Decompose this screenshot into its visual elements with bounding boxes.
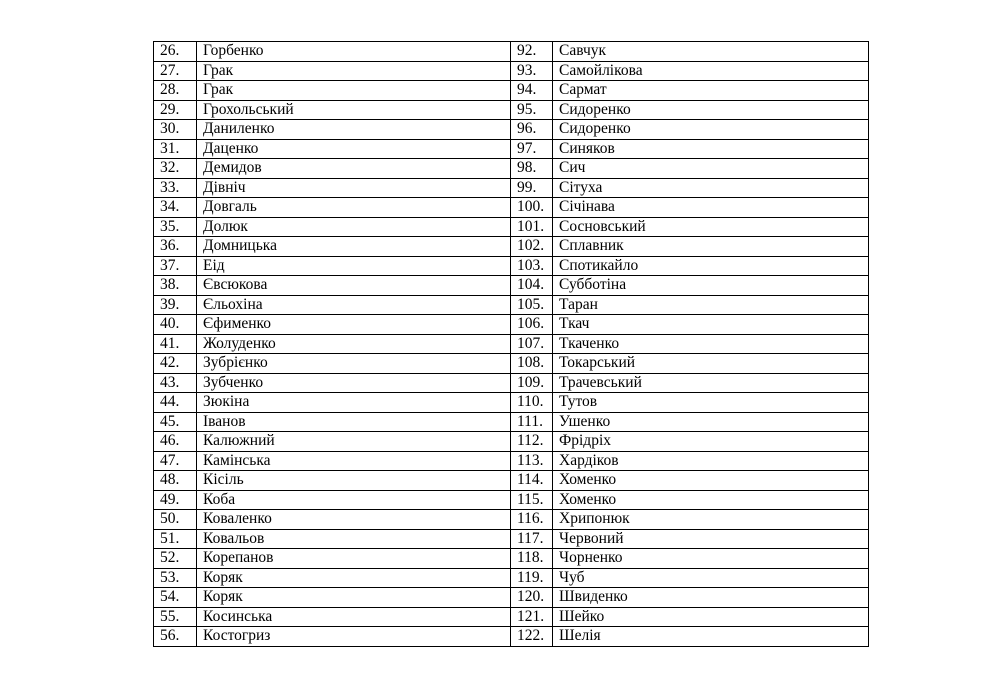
table-row	[154, 549, 869, 569]
surname-left: Еід	[197, 256, 511, 276]
row-number-right: 101.	[511, 217, 553, 237]
surname-right: Фрідріх	[553, 432, 869, 452]
surname-right: Червоний	[553, 529, 869, 549]
surname-left: Дівніч	[197, 178, 511, 198]
surname-left: Коряк	[197, 588, 511, 608]
surname-left: Єфименко	[197, 315, 511, 335]
row-number-right: 114.	[511, 471, 553, 491]
surname-right: Сітуха	[553, 178, 869, 198]
row-number-left: 32.	[154, 159, 197, 179]
surname-left: Даниленко	[197, 120, 511, 140]
row-number-right: 98.	[511, 159, 553, 179]
table-row	[154, 256, 869, 276]
surname-right: Токарський	[553, 354, 869, 374]
table-row	[154, 432, 869, 452]
table-row	[154, 510, 869, 530]
row-number-left: 50.	[154, 510, 197, 530]
table-body	[154, 42, 869, 647]
row-number-right: 102.	[511, 237, 553, 257]
table-row	[154, 529, 869, 549]
row-number-right: 105.	[511, 295, 553, 315]
surname-right: Сосновський	[553, 217, 869, 237]
row-number-right: 99.	[511, 178, 553, 198]
row-number-right: 106.	[511, 315, 553, 335]
table-row	[154, 568, 869, 588]
row-number-right: 110.	[511, 393, 553, 413]
surname-right: Сплавник	[553, 237, 869, 257]
surname-left: Камінська	[197, 451, 511, 471]
row-number-right: 92.	[511, 42, 553, 62]
surname-left: Коряк	[197, 568, 511, 588]
table-row	[154, 159, 869, 179]
table-row	[154, 627, 869, 647]
row-number-left: 52.	[154, 549, 197, 569]
surname-right: Ткач	[553, 315, 869, 335]
table-row	[154, 393, 869, 413]
row-number-left: 43.	[154, 373, 197, 393]
row-number-left: 44.	[154, 393, 197, 413]
surname-left: Даценко	[197, 139, 511, 159]
surname-left: Жолуденко	[197, 334, 511, 354]
row-number-right: 107.	[511, 334, 553, 354]
surname-right: Хрипонюк	[553, 510, 869, 530]
table-row	[154, 237, 869, 257]
row-number-left: 34.	[154, 198, 197, 218]
row-number-right: 93.	[511, 61, 553, 81]
table-row	[154, 178, 869, 198]
surname-left: Долюк	[197, 217, 511, 237]
table-row	[154, 588, 869, 608]
surname-right: Чуб	[553, 568, 869, 588]
row-number-left: 48.	[154, 471, 197, 491]
row-number-left: 46.	[154, 432, 197, 452]
surname-left: Зюкіна	[197, 393, 511, 413]
row-number-left: 33.	[154, 178, 197, 198]
row-number-left: 40.	[154, 315, 197, 335]
row-number-left: 37.	[154, 256, 197, 276]
surname-right: Тутов	[553, 393, 869, 413]
table-row	[154, 217, 869, 237]
surname-right: Сич	[553, 159, 869, 179]
surname-right: Савчук	[553, 42, 869, 62]
row-number-left: 26.	[154, 42, 197, 62]
surname-right: Трачевський	[553, 373, 869, 393]
table-row	[154, 334, 869, 354]
surname-right: Шейко	[553, 607, 869, 627]
surname-right: Самойлікова	[553, 61, 869, 81]
table-row	[154, 276, 869, 296]
row-number-right: 118.	[511, 549, 553, 569]
surname-left: Корепанов	[197, 549, 511, 569]
row-number-right: 121.	[511, 607, 553, 627]
row-number-left: 36.	[154, 237, 197, 257]
row-number-left: 28.	[154, 81, 197, 101]
surname-left: Грак	[197, 61, 511, 81]
row-number-right: 108.	[511, 354, 553, 374]
table-row	[154, 42, 869, 62]
table-row	[154, 61, 869, 81]
surname-left: Горбенко	[197, 42, 511, 62]
table-row	[154, 120, 869, 140]
surname-right: Субботіна	[553, 276, 869, 296]
row-number-left: 31.	[154, 139, 197, 159]
surname-right: Сидоренко	[553, 100, 869, 120]
surname-left: Кісіль	[197, 471, 511, 491]
row-number-right: 94.	[511, 81, 553, 101]
row-number-left: 54.	[154, 588, 197, 608]
surname-right: Хоменко	[553, 490, 869, 510]
table-row	[154, 354, 869, 374]
row-number-left: 45.	[154, 412, 197, 432]
row-number-left: 47.	[154, 451, 197, 471]
surname-left: Домницька	[197, 237, 511, 257]
surname-left: Єльохіна	[197, 295, 511, 315]
surname-left: Іванов	[197, 412, 511, 432]
row-number-left: 35.	[154, 217, 197, 237]
surname-right: Спотикайло	[553, 256, 869, 276]
surname-right: Сидоренко	[553, 120, 869, 140]
surname-right: Ушенко	[553, 412, 869, 432]
table-row	[154, 451, 869, 471]
row-number-right: 115.	[511, 490, 553, 510]
surname-left: Коваленко	[197, 510, 511, 530]
surname-right: Січінава	[553, 198, 869, 218]
row-number-right: 97.	[511, 139, 553, 159]
row-number-right: 112.	[511, 432, 553, 452]
row-number-left: 29.	[154, 100, 197, 120]
surname-left: Коба	[197, 490, 511, 510]
surname-left: Ковальов	[197, 529, 511, 549]
table-row	[154, 100, 869, 120]
surname-right: Хоменко	[553, 471, 869, 491]
row-number-right: 117.	[511, 529, 553, 549]
row-number-left: 49.	[154, 490, 197, 510]
row-number-right: 120.	[511, 588, 553, 608]
row-number-left: 55.	[154, 607, 197, 627]
row-number-left: 42.	[154, 354, 197, 374]
row-number-right: 104.	[511, 276, 553, 296]
surname-left: Калюжний	[197, 432, 511, 452]
surname-left: Зубрієнко	[197, 354, 511, 374]
row-number-right: 111.	[511, 412, 553, 432]
surname-right: Чорненко	[553, 549, 869, 569]
row-number-left: 27.	[154, 61, 197, 81]
row-number-left: 30.	[154, 120, 197, 140]
table-row	[154, 315, 869, 335]
table-row	[154, 471, 869, 491]
table-row	[154, 139, 869, 159]
row-number-right: 122.	[511, 627, 553, 647]
surname-left: Костогриз	[197, 627, 511, 647]
surname-right: Ткаченко	[553, 334, 869, 354]
row-number-left: 38.	[154, 276, 197, 296]
surname-left: Грохольський	[197, 100, 511, 120]
surname-right: Хардіков	[553, 451, 869, 471]
table-row	[154, 607, 869, 627]
surname-right: Сармат	[553, 81, 869, 101]
row-number-right: 119.	[511, 568, 553, 588]
name-table	[153, 41, 869, 647]
surname-left: Євсюкова	[197, 276, 511, 296]
surname-left: Косинська	[197, 607, 511, 627]
surname-left: Грак	[197, 81, 511, 101]
row-number-right: 100.	[511, 198, 553, 218]
table-row	[154, 198, 869, 218]
surname-left: Зубченко	[197, 373, 511, 393]
table-row	[154, 81, 869, 101]
surname-left: Демидов	[197, 159, 511, 179]
row-number-right: 113.	[511, 451, 553, 471]
surname-right: Швиденко	[553, 588, 869, 608]
table-row	[154, 373, 869, 393]
row-number-left: 39.	[154, 295, 197, 315]
row-number-left: 53.	[154, 568, 197, 588]
row-number-left: 56.	[154, 627, 197, 647]
row-number-right: 116.	[511, 510, 553, 530]
surname-right: Шелія	[553, 627, 869, 647]
row-number-right: 109.	[511, 373, 553, 393]
row-number-left: 51.	[154, 529, 197, 549]
row-number-left: 41.	[154, 334, 197, 354]
surname-right: Таран	[553, 295, 869, 315]
surname-right: Синяков	[553, 139, 869, 159]
table-row	[154, 412, 869, 432]
table-row	[154, 490, 869, 510]
row-number-right: 103.	[511, 256, 553, 276]
surname-left: Довгаль	[197, 198, 511, 218]
row-number-right: 96.	[511, 120, 553, 140]
row-number-right: 95.	[511, 100, 553, 120]
table-row	[154, 295, 869, 315]
